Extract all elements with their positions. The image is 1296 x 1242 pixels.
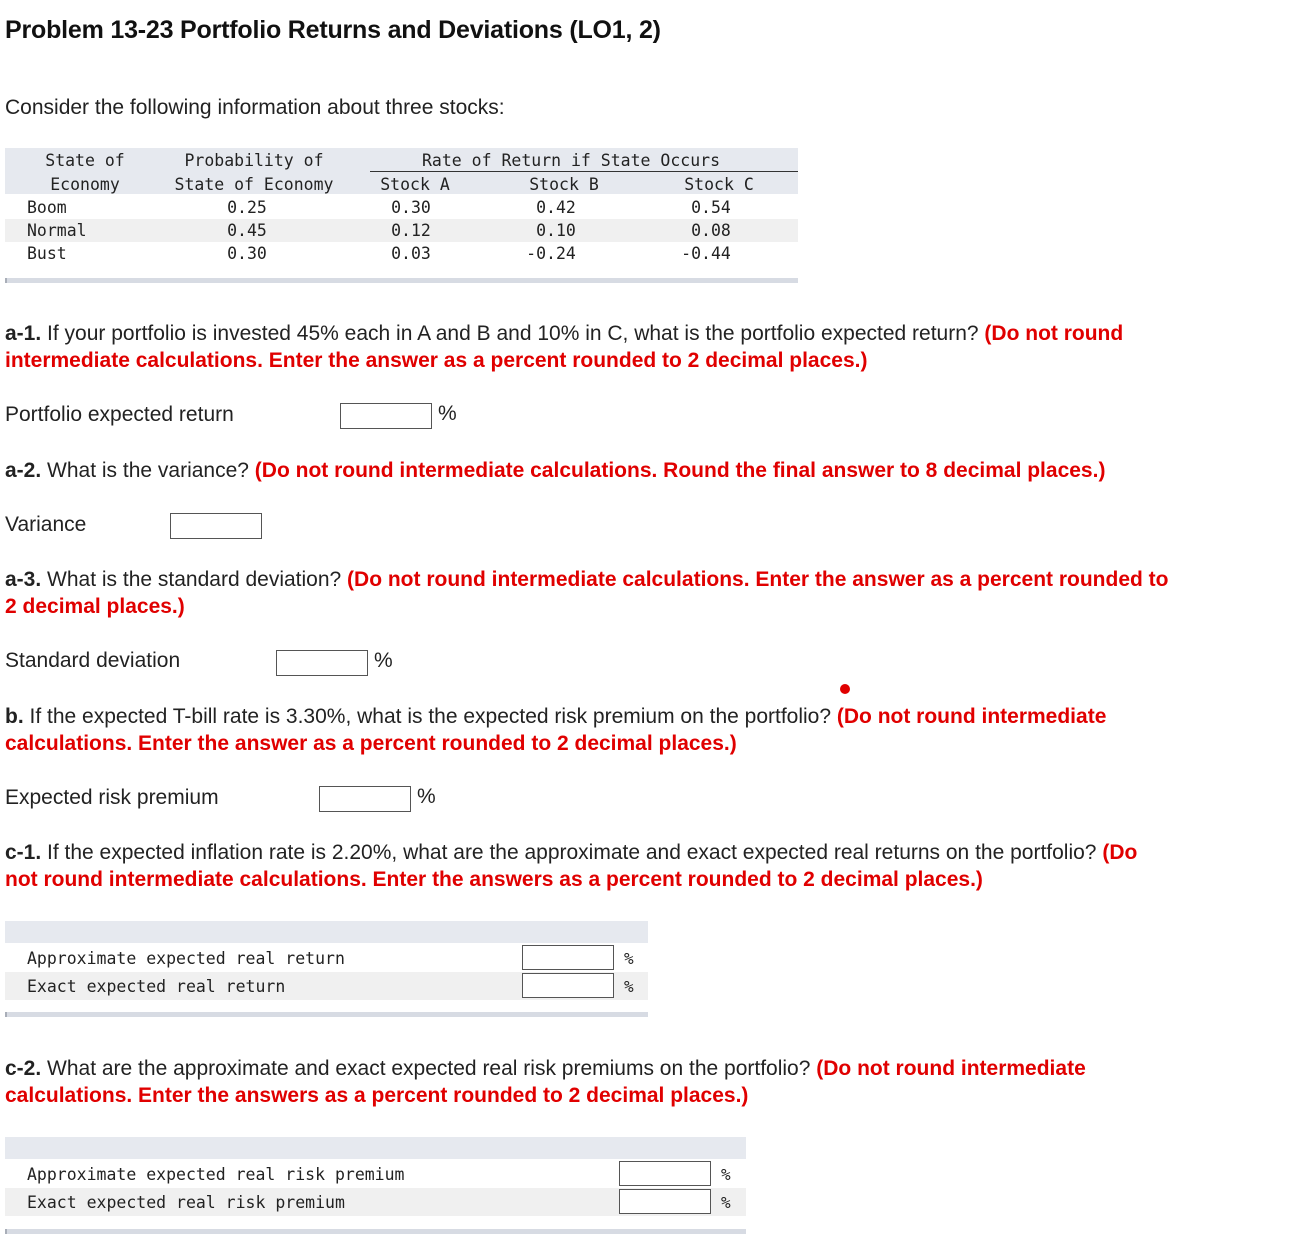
- expected-risk-premium-input[interactable]: [319, 786, 411, 812]
- table-cell-stock-a: 0.30: [391, 198, 431, 217]
- page-title: Problem 13-23 Portfolio Returns and Deviations (LO1, 2): [5, 16, 661, 44]
- header-rate: Rate of Return if State Occurs: [421, 151, 721, 170]
- percent-unit: %: [438, 402, 457, 425]
- percent-unit: %: [374, 649, 393, 672]
- question-c1-instruction-1: (Do: [1102, 841, 1138, 864]
- question-a3-instruction-2: 2 decimal places.): [5, 595, 185, 618]
- exact-real-return-label: Exact expected real return: [27, 977, 286, 996]
- question-a3-instruction-1: (Do not round intermediate calculations. Enter the answer as a percent rounded to: [347, 568, 1169, 591]
- real-return-bottom-rule: [5, 1012, 648, 1017]
- real-risk-premium-header-band: [5, 1137, 746, 1159]
- question-c1: [5, 839, 1291, 893]
- header-stock-b: Stock B: [529, 175, 599, 194]
- intro-text: Consider the following information about three stocks:: [5, 96, 505, 119]
- question-c2-label: c-2.: [5, 1057, 42, 1080]
- question-a1-instruction-2: intermediate calculations. Enter the answer as a percent rounded to 2 decimal places.): [5, 349, 868, 372]
- table-cell-prob: 0.45: [227, 221, 267, 240]
- table-cell-stock-a: 0.12: [391, 221, 431, 240]
- percent-unit: %: [624, 949, 634, 968]
- question-a3: [5, 566, 1291, 620]
- question-a1-instruction-1: (Do not round: [984, 322, 1124, 345]
- table-cell-stock-c: 0.08: [691, 221, 731, 240]
- variance-label: Variance: [5, 513, 87, 536]
- variance-input[interactable]: [170, 513, 262, 539]
- table-cell-stock-b: 0.42: [536, 198, 576, 217]
- header-prob-2: State of Economy: [174, 175, 334, 194]
- approx-real-return-label: Approximate expected real return: [27, 949, 345, 968]
- question-a3-text: What is the standard deviation?: [41, 568, 348, 591]
- table-cell-state: Bust: [27, 244, 67, 263]
- rate-header-rule: [370, 171, 798, 172]
- expected-risk-premium-label: Expected risk premium: [5, 786, 219, 809]
- question-a1-text: If your portfolio is invested 45% each in A and B and 10% in C, what is the portfolio expected return?: [41, 322, 985, 345]
- portfolio-expected-return-input[interactable]: [340, 403, 432, 429]
- exact-real-risk-premium-input[interactable]: [619, 1189, 711, 1214]
- header-state-1: State of: [45, 151, 125, 170]
- question-c1-text: If the expected inflation rate is 2.20%, what are the approximate and exact expected real returns on the portfolio?: [41, 841, 1103, 864]
- question-b: [5, 703, 1285, 757]
- approx-real-risk-premium-input[interactable]: [619, 1161, 711, 1186]
- question-a2-label: a-2.: [5, 459, 42, 482]
- percent-unit: %: [624, 977, 634, 996]
- table-cell-prob: 0.30: [227, 244, 267, 263]
- question-b-instruction-2: calculations. Enter the answer as a percent rounded to 2 decimal places.): [5, 732, 737, 755]
- real-return-header-band: [5, 921, 648, 943]
- question-c2-instruction-1: (Do not round intermediate: [816, 1057, 1086, 1080]
- question-a3-label: a-3.: [5, 568, 42, 591]
- approx-real-risk-premium-label: Approximate expected real risk premium: [27, 1165, 405, 1184]
- question-c1-instruction-2: not round intermediate calculations. Enter the answers as a percent rounded to 2 decimal places.): [5, 868, 983, 891]
- question-c2-instruction-2: calculations. Enter the answers as a percent rounded to 2 decimal places.): [5, 1084, 749, 1107]
- red-dot-marker: [840, 684, 850, 694]
- question-a2: [5, 457, 1285, 484]
- table-cell-prob: 0.25: [227, 198, 267, 217]
- header-stock-a: Stock A: [380, 175, 450, 194]
- table-cell-stock-a: 0.03: [391, 244, 431, 263]
- question-c2: [5, 1055, 1285, 1109]
- question-b-instruction-1: (Do not round intermediate: [836, 705, 1107, 728]
- standard-deviation-label: Standard deviation: [5, 649, 181, 672]
- table-cell-stock-b: 0.10: [536, 221, 576, 240]
- standard-deviation-input[interactable]: [276, 650, 368, 676]
- percent-unit: %: [721, 1165, 731, 1184]
- question-a1: [5, 320, 1285, 374]
- table-bottom-rule: [5, 278, 798, 283]
- table-cell-stock-c: 0.54: [691, 198, 731, 217]
- approx-real-return-input[interactable]: [522, 945, 614, 970]
- percent-unit: %: [721, 1193, 731, 1212]
- percent-unit: %: [417, 785, 436, 808]
- question-c2-text: What are the approximate and exact expected real risk premiums on the portfolio?: [41, 1057, 817, 1080]
- exact-real-return-input[interactable]: [522, 973, 614, 998]
- exact-real-risk-premium-label: Exact expected real risk premium: [27, 1193, 345, 1212]
- header-stock-c: Stock C: [684, 175, 754, 194]
- question-b-text: If the expected T-bill rate is 3.30%, what is the expected risk premium on the portfolio?: [23, 705, 837, 728]
- question-a2-text: What is the variance?: [41, 459, 255, 482]
- question-a1-label: a-1.: [5, 322, 42, 345]
- header-state-2: Economy: [50, 175, 120, 194]
- table-cell-stock-c: -0.44: [681, 244, 731, 263]
- question-a2-instruction: (Do not round intermediate calculations. Round the final answer to 8 decimal places.): [254, 459, 1106, 482]
- portfolio-expected-return-label: Portfolio expected return: [5, 403, 234, 426]
- table-cell-stock-b: -0.24: [526, 244, 576, 263]
- question-b-label: b.: [5, 705, 24, 728]
- table-cell-state: Normal: [27, 221, 87, 240]
- table-cell-state: Boom: [27, 198, 67, 217]
- header-prob-1: Probability of: [184, 151, 324, 170]
- real-risk-premium-bottom-rule: [5, 1229, 746, 1234]
- question-c1-label: c-1.: [5, 841, 42, 864]
